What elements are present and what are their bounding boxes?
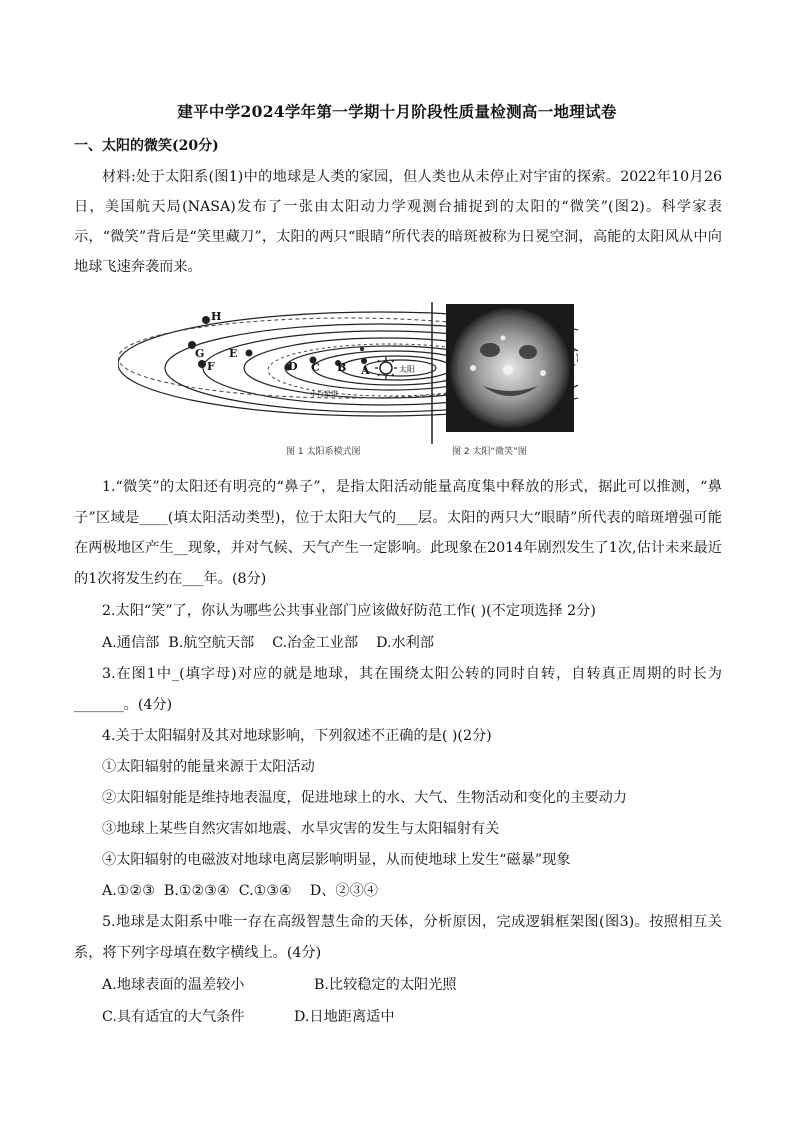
figure-1-caption: 图 1 太阳系模式图 (286, 447, 361, 457)
label-g: G (195, 347, 205, 360)
question-4-item-3: ③地球上某些自然灾害如地震、水旱灾害的发生与太阳辐射有关 (102, 821, 500, 837)
question-5-option-d: D.日地距离适中 (294, 1009, 395, 1025)
label-d: D (288, 360, 298, 373)
question-1: 1.“微笑”的太阳还有明亮的“鼻子”，是指太阳活动能量高度集中释放的形式，据此可以推测，“鼻子”区域是____(填太阳活动类型)，位于太阳大气的___层。太阳的两只大“眼睛”所代表的暗斑增强可能在两极地区产生__现象，并对气候、天气产生一定影响。此现象在2014年剧烈发生了1次,估计未来最近的1次将发生约在___年。(8分) (74, 479, 722, 587)
question-2: 2.太阳“笑”了，你认为哪些公共事业部门应该做好防范工作( )(不定项选择 2分) (102, 603, 596, 619)
sun-label: 太阳 (399, 365, 415, 374)
label-h: H (211, 310, 222, 323)
question-5-option-a: A.地球表面的温差较小 (102, 977, 245, 993)
planet-small (360, 347, 364, 351)
label-e: E (229, 347, 238, 360)
planet-h (202, 316, 210, 324)
planet-e (246, 350, 253, 357)
figure-2-caption: 图 2 太阳“微笑”图 (452, 447, 527, 457)
label-c: C (311, 361, 320, 374)
material-paragraph: 材料:处于太阳系(图1)中的地球是人类的家园，但人类也从未停止对宇宙的探索。2022年10月26日，美国航天局(NASA)发布了一张由太阳动力学观测台捕捉到的太阳的“微笑”(图2)。科学家表示，“微笑”背后是“笑里藏刀”，太阳的两只“眼睛”所代表的暗斑被称为日冕空洞，高能的太阳风从中向地球飞速奔袭而来。 (74, 169, 722, 275)
asteroid-belt-label: 小行星带 (310, 390, 338, 398)
question-5-option-c: C.具有适宜的大气条件 (102, 1009, 245, 1025)
question-4-item-1: ①太阳辐射的能量来源于太阳活动 (102, 759, 315, 775)
label-f: F (207, 360, 215, 373)
label-b: B (337, 361, 347, 374)
solar-system-diagram (118, 298, 578, 458)
exam-title: 建平中学2024学年第一学期十月阶段性质量检测高一地理试卷 (177, 102, 617, 121)
planet-f (198, 360, 206, 368)
figure-solar-system (118, 298, 578, 458)
question-3: 3.在图1中_(填字母)对应的就是地球，其在围绕太阳公转的同时自转，自转真正周期的时长为_______。(4分) (74, 666, 722, 713)
question-4: 4.关于太阳辐射及其对地球影响，下列叙述不正确的是( )(2分) (102, 728, 492, 744)
question-5: 5.地球是太阳系中唯一存在高级智慧生命的天体，分析原因，完成逻辑框架图(图3)。按照相互关系，将下列字母填在数字横线上。(4分) (74, 914, 722, 961)
question-2-options: A.通信部 B.航空航天部 C.冶金工业部 D.水利部 (102, 635, 435, 651)
question-5-option-b: B.比较稳定的太阳光照 (314, 977, 457, 993)
label-a: A (361, 364, 370, 377)
question-4-item-2: ②太阳辐射能是维持地表温度，促进地球上的水、大气、生物活动和变化的主要动力 (102, 790, 627, 806)
section-heading: 一、太阳的微笑(20分) (74, 138, 219, 154)
question-4-options: A.①②③ B.①②③④ C.①③④ D、②③④ (102, 883, 378, 899)
question-4-item-4: ④太阳辐射的电磁波对地球电离层影响明显，从而使地球上发生“磁暴”现象 (102, 852, 571, 868)
